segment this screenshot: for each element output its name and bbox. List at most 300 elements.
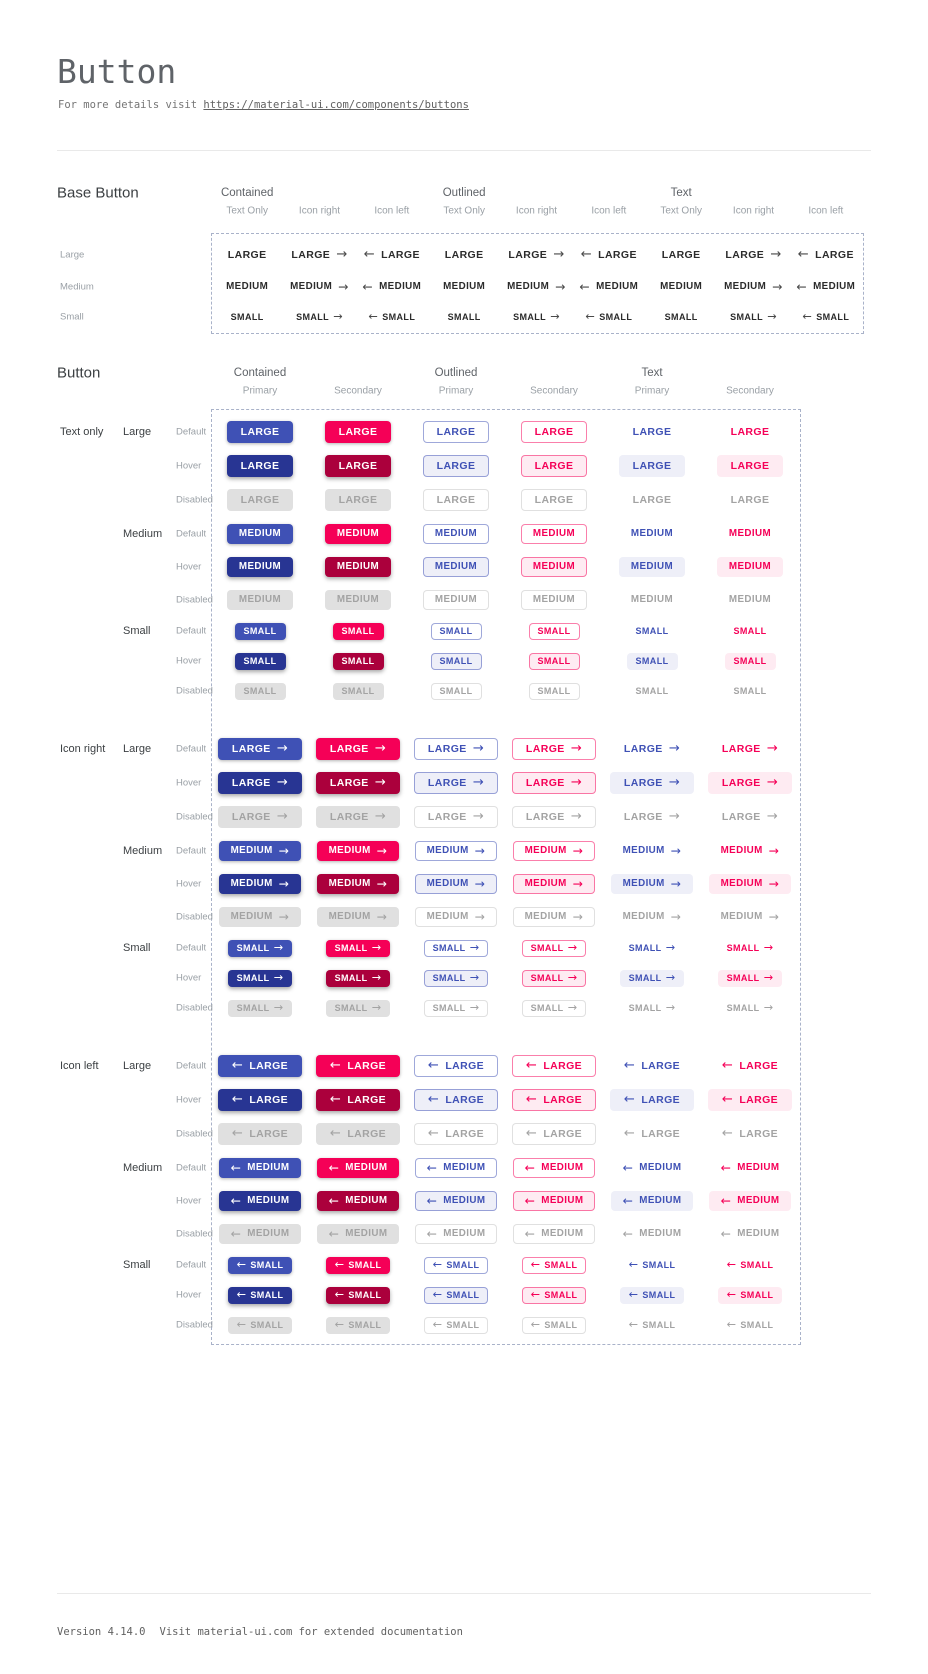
base-text-icon-left-large-button[interactable]: ← LARGE — [785, 244, 867, 266]
outlined-secondary-medium-disabled-button: ← MEDIUM — [513, 1224, 596, 1244]
button-label: MEDIUM — [630, 527, 674, 539]
contained-secondary-medium-hover-button[interactable] — [325, 557, 391, 577]
outlined-primary-medium-default-button[interactable]: MEDIUM → — [415, 841, 498, 861]
contained-secondary-medium-hover-button[interactable]: ← MEDIUM — [317, 1191, 400, 1211]
button-cell — [701, 1250, 799, 1280]
text-primary-large-default-button[interactable]: LARGE → — [610, 738, 694, 760]
base-text-icon-left-small-button[interactable]: ← SMALL — [794, 309, 857, 326]
contained-primary-medium-default-button[interactable] — [227, 524, 293, 544]
outlined-primary-large-hover-button[interactable]: LARGE → — [414, 772, 498, 794]
text-primary-medium-disabled-button — [619, 590, 685, 610]
button-label: LARGE — [338, 493, 378, 506]
button-label: LARGE — [231, 742, 271, 755]
button-label: LARGE — [240, 493, 280, 506]
contained-primary-medium-default-button[interactable]: ← MEDIUM — [219, 1158, 302, 1178]
button-cell — [407, 449, 505, 483]
button-cell — [211, 933, 309, 963]
contained-primary-medium-hover-button[interactable]: ← MEDIUM — [219, 1191, 302, 1211]
button-cell — [701, 616, 799, 646]
button-label: SMALL — [446, 1289, 480, 1300]
button-cell — [309, 676, 407, 706]
button-label: SMALL — [348, 1289, 382, 1300]
row-text-only-large-disabled — [0, 483, 928, 517]
outlined-secondary-small-default-button[interactable]: SMALL → — [522, 940, 587, 957]
row-icon-left-medium-disabled — [0, 1217, 928, 1250]
text-primary-medium-default-button[interactable]: MEDIUM → — [611, 841, 694, 861]
contained-primary-medium-hover-button[interactable] — [227, 557, 293, 577]
contained-secondary-large-default-button[interactable]: LARGE → — [316, 738, 400, 760]
base-cell — [428, 271, 500, 303]
row-state-label-disabled: Disabled — [176, 811, 213, 823]
text-secondary-small-hover-button[interactable]: ← SMALL — [718, 1287, 783, 1304]
button-cell — [211, 800, 309, 834]
text-primary-large-disabled-button: LARGE → — [610, 806, 694, 828]
outlined-secondary-medium-disabled-button: MEDIUM → — [513, 907, 596, 927]
button-label: LARGE — [543, 1093, 583, 1106]
outlined-primary-large-default-button[interactable] — [423, 421, 490, 443]
base-row-label-large: Large — [60, 249, 85, 261]
button-cell — [407, 1280, 505, 1310]
contained-secondary-small-hover-button[interactable]: ← SMALL — [326, 1287, 391, 1304]
button-cell — [505, 517, 603, 550]
button-label: MEDIUM — [524, 910, 567, 922]
outlined-secondary-medium-default-button[interactable] — [521, 524, 587, 544]
contained-secondary-medium-default-button[interactable] — [325, 524, 391, 544]
button-label: LARGE — [249, 1127, 289, 1140]
contained-primary-large-disabled-button: LARGE → — [218, 806, 302, 828]
outlined-secondary-large-default-button[interactable]: ← LARGE — [512, 1055, 596, 1077]
button-label: MEDIUM — [541, 1194, 584, 1206]
outlined-primary-large-default-button[interactable]: LARGE → — [414, 738, 498, 760]
button-label: MEDIUM — [737, 1161, 780, 1173]
outlined-secondary-small-hover-button[interactable]: SMALL → — [522, 970, 587, 987]
base-outlined-text-only-medium-button[interactable] — [432, 277, 496, 297]
button-cell — [505, 800, 603, 834]
button-cell — [701, 1049, 799, 1083]
button-label: SMALL — [236, 942, 270, 953]
button-cell — [309, 1151, 407, 1184]
contained-secondary-medium-hover-button[interactable]: MEDIUM → — [317, 874, 400, 894]
row-state-label-hover: Hover — [176, 878, 202, 889]
text-secondary-large-hover-button[interactable] — [717, 455, 784, 477]
button-label: SMALL — [250, 1319, 284, 1330]
row-state-label-default: Default — [176, 625, 207, 637]
text-secondary-large-default-button[interactable] — [717, 421, 784, 443]
button-cell — [701, 900, 799, 933]
outlined-secondary-large-disabled-button — [521, 489, 588, 511]
button-label: LARGE — [641, 1093, 681, 1106]
button-label: MEDIUM — [720, 910, 763, 922]
button-label: MEDIUM — [720, 877, 763, 889]
base-contained-icon-left-large-button[interactable]: ← LARGE — [351, 244, 433, 266]
contained-secondary-medium-default-button[interactable]: MEDIUM → — [317, 841, 400, 861]
base-contained-icon-right-small-button[interactable]: SMALL → — [288, 309, 351, 326]
text-primary-small-default-button[interactable] — [627, 623, 678, 640]
button-label: LARGE — [249, 1059, 289, 1072]
button-cell — [603, 415, 701, 449]
contained-primary-medium-hover-button[interactable]: MEDIUM → — [219, 874, 302, 894]
button-label: SMALL — [740, 1289, 774, 1300]
button-cell — [309, 867, 407, 900]
text-secondary-large-default-button[interactable]: LARGE → — [708, 738, 792, 760]
outlined-primary-large-default-button[interactable]: ← LARGE — [414, 1055, 498, 1077]
base-text-icon-right-small-button[interactable]: SMALL → — [722, 309, 785, 326]
contained-primary-small-hover-button[interactable] — [235, 653, 286, 670]
outlined-primary-small-hover-button[interactable] — [431, 653, 482, 670]
text-secondary-medium-hover-button[interactable]: MEDIUM → — [709, 874, 792, 894]
base-outlined-icon-left-medium-button[interactable]: ← MEDIUM — [568, 277, 649, 297]
outlined-primary-medium-default-button[interactable] — [423, 524, 489, 544]
base-contained-icon-left-medium-button[interactable]: ← MEDIUM — [351, 277, 432, 297]
contained-primary-large-hover-button[interactable]: ← LARGE — [218, 1089, 302, 1111]
base-cell — [283, 303, 355, 331]
button-label: SMALL — [726, 1002, 760, 1013]
text-secondary-medium-disabled-button: ← MEDIUM — [709, 1224, 792, 1244]
contained-secondary-large-default-button[interactable]: ← LARGE — [316, 1055, 400, 1077]
outlined-primary-large-hover-button[interactable] — [423, 455, 490, 477]
base-contained-icon-right-medium-button[interactable]: MEDIUM → — [279, 277, 360, 297]
outlined-primary-large-hover-button[interactable]: ← LARGE — [414, 1089, 498, 1111]
button-cell — [211, 1083, 309, 1117]
text-secondary-small-hover-button[interactable]: SMALL → — [718, 970, 783, 987]
text-secondary-small-default-button[interactable]: ← SMALL — [718, 1257, 783, 1274]
contained-secondary-large-hover-button[interactable]: ← LARGE — [316, 1089, 400, 1111]
row-size-label-medium: Medium — [123, 1161, 163, 1174]
base-cell — [573, 271, 645, 303]
button-cell — [309, 646, 407, 676]
base-outlined-icon-left-small-button[interactable]: ← SMALL — [577, 309, 640, 326]
button-cell — [701, 1184, 799, 1217]
contained-secondary-large-hover-button[interactable]: LARGE → — [316, 772, 400, 794]
contained-secondary-large-default-button[interactable] — [325, 421, 392, 443]
button-cell — [407, 1217, 505, 1250]
button-label: SMALL — [530, 972, 564, 983]
button-cell — [603, 993, 701, 1023]
outlined-primary-small-default-button[interactable] — [431, 623, 482, 640]
text-secondary-medium-default-button[interactable]: MEDIUM → — [709, 841, 792, 861]
column-group-text: Text — [641, 367, 663, 379]
contained-primary-large-default-button[interactable]: LARGE → — [218, 738, 302, 760]
button-cell — [407, 867, 505, 900]
base-text-icon-left-medium-button[interactable]: ← MEDIUM — [785, 277, 866, 297]
button-cell — [407, 963, 505, 993]
button-label: LARGE — [815, 248, 854, 261]
contained-secondary-small-default-button[interactable]: ← SMALL — [326, 1257, 391, 1274]
outlined-secondary-medium-hover-button[interactable]: MEDIUM → — [513, 874, 596, 894]
base-outlined-text-only-small-button[interactable] — [440, 309, 489, 326]
contained-secondary-small-hover-button[interactable] — [333, 653, 384, 670]
contained-primary-large-default-button[interactable]: ← LARGE — [218, 1055, 302, 1077]
button-cell — [211, 1049, 309, 1083]
button-label: LARGE — [444, 248, 484, 261]
row-state-label-disabled: Disabled — [176, 1002, 213, 1014]
button-cell — [211, 993, 309, 1023]
button-label: LARGE — [525, 776, 565, 789]
row-text-only-small-disabled — [0, 676, 928, 706]
text-secondary-medium-disabled-button: MEDIUM → — [709, 907, 792, 927]
button-label: LARGE — [436, 459, 476, 472]
row-icon-left-large-default — [0, 1049, 928, 1083]
button-label: MEDIUM — [230, 877, 273, 889]
outlined-secondary-medium-hover-button[interactable]: ← MEDIUM — [513, 1191, 596, 1211]
button-cell — [505, 963, 603, 993]
text-secondary-small-default-button[interactable] — [725, 623, 776, 640]
base-outlined-icon-left-large-button[interactable]: ← LARGE — [568, 244, 650, 266]
contained-secondary-small-disabled-button: ← SMALL — [326, 1317, 391, 1334]
button-label: SMALL — [537, 685, 571, 696]
button-cell — [407, 550, 505, 583]
base-outlined-icon-right-medium-button[interactable]: MEDIUM → — [496, 277, 577, 297]
base-outlined-icon-right-large-button[interactable]: LARGE → — [495, 244, 577, 266]
button-cell — [407, 933, 505, 963]
row-icon-right-small-default — [0, 933, 928, 963]
text-primary-large-hover-button[interactable]: ← LARGE — [610, 1089, 694, 1111]
contained-secondary-large-hover-button[interactable] — [325, 455, 392, 477]
button-cell — [701, 834, 799, 867]
base-contained-icon-left-small-button[interactable]: ← SMALL — [360, 309, 423, 326]
contained-primary-small-hover-button[interactable]: ← SMALL — [228, 1287, 293, 1304]
outlined-primary-small-default-button[interactable]: ← SMALL — [424, 1257, 489, 1274]
contained-primary-small-disabled-button: ← SMALL — [228, 1317, 293, 1334]
text-primary-small-hover-button[interactable]: SMALL → — [620, 970, 685, 987]
button-label: SMALL — [733, 625, 767, 636]
button-cell — [309, 963, 407, 993]
outlined-secondary-medium-hover-button[interactable] — [521, 557, 587, 577]
button-cell — [309, 834, 407, 867]
docs-link[interactable]: https://material-ui.com/components/buttons — [203, 99, 469, 111]
row-state-label-disabled: Disabled — [176, 494, 213, 506]
outlined-secondary-small-hover-button[interactable]: ← SMALL — [522, 1287, 587, 1304]
outlined-primary-medium-hover-button[interactable] — [423, 557, 489, 577]
contained-secondary-small-default-button[interactable]: SMALL → — [326, 940, 391, 957]
button-label: SMALL — [628, 972, 662, 983]
button-label: MEDIUM — [434, 560, 478, 572]
contained-primary-small-default-button[interactable]: ← SMALL — [228, 1257, 293, 1274]
base-outlined-icon-right-small-button[interactable]: SMALL → — [505, 309, 568, 326]
outlined-secondary-large-default-button[interactable]: LARGE → — [512, 738, 596, 760]
page-title: Button — [57, 52, 177, 91]
text-primary-large-hover-button[interactable]: LARGE → — [610, 772, 694, 794]
row-icon-left-small-default — [0, 1250, 928, 1280]
text-secondary-small-disabled-button — [725, 683, 776, 700]
button-label: LARGE — [436, 425, 476, 438]
base-contained-text-only-small-button[interactable] — [223, 309, 272, 326]
contained-primary-large-hover-button[interactable] — [227, 455, 294, 477]
outlined-secondary-small-default-button[interactable]: ← SMALL — [522, 1257, 587, 1274]
button-label: MEDIUM — [622, 910, 665, 922]
button-label: SMALL — [599, 311, 633, 322]
base-cell — [500, 303, 572, 331]
button-label: MEDIUM — [443, 281, 486, 293]
text-primary-small-disabled-button — [627, 683, 678, 700]
row-state-label-hover: Hover — [176, 460, 202, 472]
outlined-secondary-medium-default-button[interactable]: ← MEDIUM — [513, 1158, 596, 1178]
button-label: SMALL — [243, 685, 277, 696]
row-state-label-disabled: Disabled — [176, 1128, 213, 1140]
button-cell — [309, 483, 407, 517]
outlined-primary-large-disabled-button: ← LARGE — [414, 1123, 498, 1145]
row-size-label-medium: Medium — [123, 844, 163, 857]
button-cell — [603, 646, 701, 676]
base-cell — [356, 303, 428, 331]
contained-primary-medium-default-button[interactable]: MEDIUM → — [219, 841, 302, 861]
base-cell — [211, 239, 283, 271]
button-cell — [407, 1117, 505, 1151]
contained-primary-small-default-button[interactable] — [235, 623, 286, 640]
button-cell — [603, 676, 701, 706]
outlined-secondary-large-hover-button[interactable]: ← LARGE — [512, 1089, 596, 1111]
outlined-primary-medium-default-button[interactable]: ← MEDIUM — [415, 1158, 498, 1178]
button-label: MEDIUM — [524, 844, 567, 856]
outlined-primary-small-default-button[interactable]: SMALL → — [424, 940, 489, 957]
row-text-only-medium-default — [0, 517, 928, 550]
text-primary-large-hover-button[interactable] — [619, 455, 686, 477]
text-primary-small-default-button[interactable]: SMALL → — [620, 940, 685, 957]
button-cell — [505, 1250, 603, 1280]
button-label: LARGE — [721, 810, 761, 823]
text-secondary-medium-hover-button[interactable]: ← MEDIUM — [709, 1191, 792, 1211]
contained-primary-small-default-button[interactable]: SMALL → — [228, 940, 293, 957]
row-state-label-disabled: Disabled — [176, 911, 213, 922]
text-primary-small-hover-button[interactable]: ← SMALL — [620, 1287, 685, 1304]
button-cell — [407, 1083, 505, 1117]
text-secondary-medium-default-button[interactable] — [717, 524, 783, 544]
button-label: MEDIUM — [379, 281, 422, 293]
text-primary-small-hover-button[interactable] — [627, 653, 678, 670]
button-cell — [211, 1310, 309, 1340]
outlined-primary-medium-hover-button[interactable]: MEDIUM → — [415, 874, 498, 894]
button-cell — [407, 766, 505, 800]
text-secondary-large-hover-button[interactable]: LARGE → — [708, 772, 792, 794]
base-cell — [356, 239, 428, 271]
outlined-primary-medium-hover-button[interactable]: ← MEDIUM — [415, 1191, 498, 1211]
row-state-label-hover: Hover — [176, 972, 202, 984]
row-icon-left-large-disabled — [0, 1117, 928, 1151]
base-text-icon-right-medium-button[interactable]: MEDIUM → — [713, 277, 794, 297]
base-row-medium — [0, 271, 928, 303]
text-primary-medium-hover-button[interactable] — [619, 557, 685, 577]
contained-primary-small-hover-button[interactable]: SMALL → — [228, 970, 293, 987]
button-label: LARGE — [381, 248, 420, 261]
base-column-group-outlined: Outlined — [442, 187, 486, 199]
button-cell — [505, 415, 603, 449]
button-label: SMALL — [236, 972, 270, 983]
contained-secondary-small-default-button[interactable] — [333, 623, 384, 640]
row-state-label-disabled: Disabled — [176, 1319, 213, 1331]
button-label: LARGE — [338, 459, 378, 472]
contained-secondary-small-hover-button[interactable]: SMALL → — [326, 970, 391, 987]
base-contained-icon-right-large-button[interactable]: LARGE → — [278, 244, 360, 266]
outlined-secondary-small-default-button[interactable] — [529, 623, 580, 640]
outlined-primary-small-disabled-button — [431, 683, 482, 700]
button-cell — [603, 1310, 701, 1340]
base-text-text-only-small-button[interactable] — [657, 309, 706, 326]
outlined-secondary-large-hover-button[interactable] — [521, 455, 588, 477]
button-label: MEDIUM — [230, 844, 273, 856]
button-section-heading: Button — [57, 364, 101, 382]
button-label: MEDIUM — [813, 281, 856, 293]
text-primary-large-disabled-button — [619, 489, 686, 511]
button-label: LARGE — [543, 1127, 583, 1140]
contained-primary-large-default-button[interactable] — [227, 421, 294, 443]
footer — [57, 1626, 463, 1638]
button-label: LARGE — [543, 1059, 583, 1072]
contained-secondary-medium-default-button[interactable]: ← MEDIUM — [317, 1158, 400, 1178]
subcolumn-outlined-primary: Primary — [438, 385, 474, 397]
outlined-primary-small-hover-button[interactable]: SMALL → — [424, 970, 489, 987]
button-label: MEDIUM — [434, 593, 478, 605]
text-primary-medium-default-button[interactable] — [619, 524, 685, 544]
base-cell — [211, 303, 283, 331]
base-cell — [500, 271, 572, 303]
base-outlined-text-only-large-button[interactable] — [432, 244, 497, 266]
button-cell — [309, 449, 407, 483]
button-label: MEDIUM — [290, 281, 333, 293]
button-cell — [603, 1083, 701, 1117]
text-secondary-large-default-button[interactable]: ← LARGE — [708, 1055, 792, 1077]
button-cell — [407, 646, 505, 676]
text-secondary-small-default-button[interactable]: SMALL → — [718, 940, 783, 957]
button-label: LARGE — [427, 810, 467, 823]
text-primary-medium-default-button[interactable]: ← MEDIUM — [611, 1158, 694, 1178]
button-label: SMALL — [432, 1002, 466, 1013]
button-cell — [505, 834, 603, 867]
button-label: LARGE — [240, 425, 280, 438]
text-primary-small-default-button[interactable]: ← SMALL — [620, 1257, 685, 1274]
button-label: MEDIUM — [345, 1194, 388, 1206]
base-text-text-only-medium-button[interactable] — [649, 277, 713, 297]
text-primary-medium-hover-button[interactable]: MEDIUM → — [611, 874, 694, 894]
button-label: MEDIUM — [532, 560, 576, 572]
text-secondary-medium-default-button[interactable]: ← MEDIUM — [709, 1158, 792, 1178]
text-primary-medium-hover-button[interactable]: ← MEDIUM — [611, 1191, 694, 1211]
button-cell — [407, 583, 505, 616]
text-secondary-large-hover-button[interactable]: ← LARGE — [708, 1089, 792, 1111]
outlined-secondary-large-hover-button[interactable]: LARGE → — [512, 772, 596, 794]
button-label: SMALL — [816, 311, 850, 322]
outlined-secondary-small-hover-button[interactable] — [529, 653, 580, 670]
contained-primary-large-hover-button[interactable]: LARGE → — [218, 772, 302, 794]
text-secondary-small-hover-button[interactable] — [725, 653, 776, 670]
button-cell — [603, 1217, 701, 1250]
outlined-primary-small-hover-button[interactable]: ← SMALL — [424, 1287, 489, 1304]
row-size-label-large: Large — [123, 1060, 152, 1072]
button-label: MEDIUM — [443, 1194, 486, 1206]
button-cell — [505, 933, 603, 963]
base-contained-text-only-large-button[interactable] — [215, 244, 280, 266]
text-secondary-medium-hover-button[interactable] — [717, 557, 783, 577]
button-label: LARGE — [641, 1127, 681, 1140]
button-label: LARGE — [721, 776, 761, 789]
text-primary-large-default-button[interactable] — [619, 421, 686, 443]
button-cell — [407, 732, 505, 766]
button-label: SMALL — [642, 1289, 676, 1300]
outlined-secondary-large-default-button[interactable] — [521, 421, 588, 443]
row-icon-left-small-disabled — [0, 1310, 928, 1340]
text-primary-large-default-button[interactable]: ← LARGE — [610, 1055, 694, 1077]
button-label: LARGE — [240, 459, 280, 472]
button-label: SMALL — [537, 625, 571, 636]
base-text-icon-right-large-button[interactable]: LARGE → — [712, 244, 794, 266]
outlined-secondary-medium-default-button[interactable]: MEDIUM → — [513, 841, 596, 861]
base-text-text-only-large-button[interactable] — [649, 244, 714, 266]
outlined-primary-large-disabled-button: LARGE → — [414, 806, 498, 828]
button-label: SMALL — [513, 311, 547, 322]
button-label: MEDIUM — [507, 281, 550, 293]
button-label: SMALL — [382, 311, 416, 322]
base-contained-text-only-medium-button[interactable] — [215, 277, 279, 297]
base-cell — [356, 271, 428, 303]
